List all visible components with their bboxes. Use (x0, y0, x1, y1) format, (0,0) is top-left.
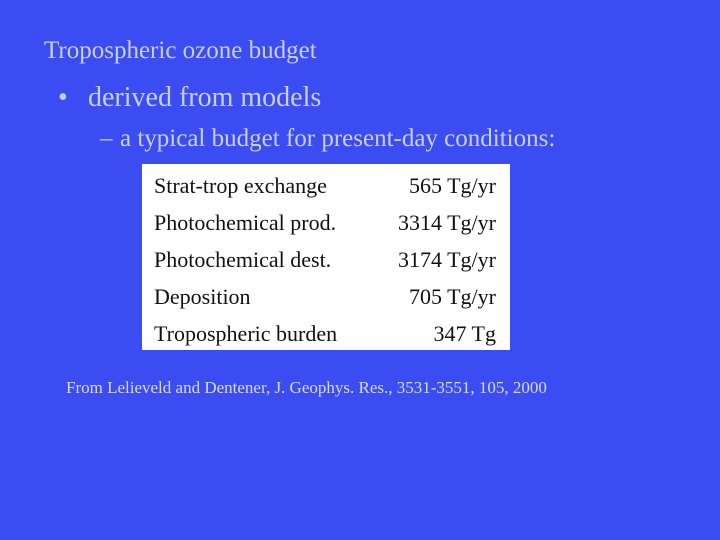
bullet-text: derived from models (88, 82, 322, 113)
row-value: 565 Tg/yr (409, 173, 496, 198)
row-label: Photochemical prod. (154, 210, 337, 235)
slide-title: Tropospheric ozone budget (44, 37, 317, 64)
budget-table-panel (142, 164, 510, 350)
table-row (154, 279, 496, 316)
table-row (154, 316, 496, 350)
row-value: 3314 Tg/yr (398, 210, 496, 235)
row-value: 705 Tg/yr (409, 284, 496, 309)
citation-text: From Lelieveld and Dentener, J. Geophys. Res., 3531-3551, 105, 2000 (66, 378, 547, 397)
table-row (154, 168, 496, 205)
row-value: 3174 Tg/yr (398, 247, 496, 272)
budget-table (154, 168, 496, 350)
bullet-item (58, 82, 321, 114)
sub-bullet-text: a typical budget for present-day conditions: (120, 125, 556, 152)
table-row (154, 205, 496, 242)
row-label: Deposition (154, 284, 251, 309)
row-value: 347 Tg (433, 321, 496, 346)
row-label: Tropospheric burden (154, 321, 338, 346)
row-label: Strat-trop exchange (154, 173, 327, 198)
sub-bullet-item (100, 124, 555, 154)
sub-bullet-marker: – (100, 125, 113, 152)
row-label: Photochemical dest. (154, 247, 332, 272)
bullet-marker: • (58, 82, 68, 113)
table-row (154, 242, 496, 279)
